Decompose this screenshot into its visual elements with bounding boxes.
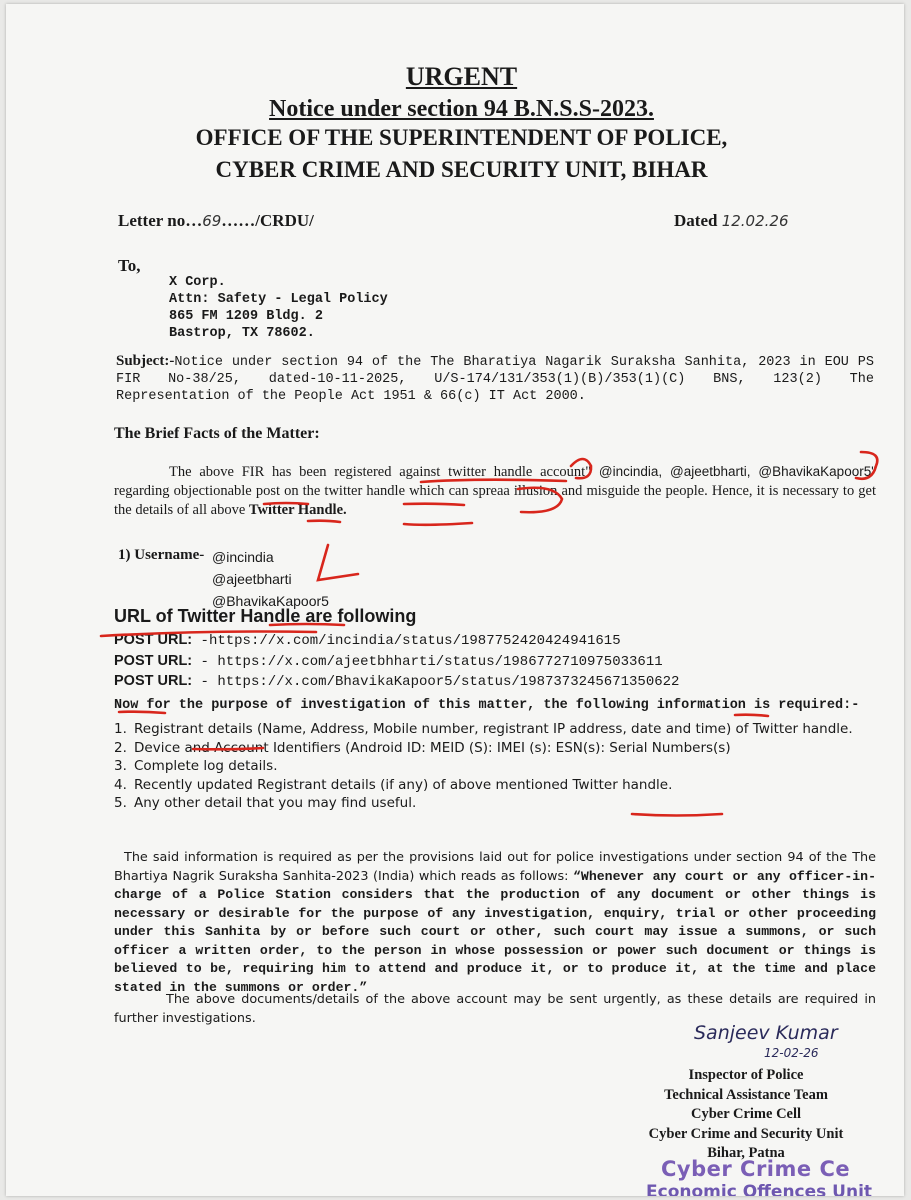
signature-date: 12-02-26 <box>764 1046 819 1060</box>
facts-paragraph: The above FIR has been registered against twitter handle account" @incindia, @ajeetbharti, @BhavikaKapoor5" regarding objectionable post on the twitter handle which can spreaa illusion and misguide the people. Hence, it is necessary to get the details of all above Twitter Handle. <box>114 464 877 518</box>
annotation-circle <box>856 452 877 479</box>
legal-provision-paragraph: The said information is required as per the provisions laid out for police investigations under section 94 of the The Bhartiya Nagrik Suraksha Sanhita-2023 (India) which reads as follows: “Whenever any court or any officer-in-charge of a Police Station considers that the production of any document or other things is necessary or desirable for the purpose of any investigation, enquiry, trial or other proceeding under this Sanhita by or before such court or other, such court may issue a summons, or such officer a written order, to the person in whose possession or power such document or things is believed to be, requiring him to attend and produce it, or to produce it, at the time and place stated in the summons or order.” <box>114 850 877 995</box>
annotation-underline <box>193 748 263 749</box>
stamp-line-1: Cyber Crime Ce <box>661 1157 851 1181</box>
facts-heading: The Brief Facts of the Matter: <box>114 425 320 442</box>
annotation-circle <box>571 459 591 478</box>
to-label: To, <box>118 256 141 275</box>
notice-page <box>6 4 904 1196</box>
office-title: OFFICE OF THE SUPERINTENDENT OF POLICE, <box>195 125 728 150</box>
annotation-circle <box>518 488 562 512</box>
username-label: 1) Username- <box>118 547 205 563</box>
recipient-address: X Corp. Attn: Safety - Legal Policy 865 FM 1209 Bldg. 2 Bastrop, TX 78602. <box>169 275 388 341</box>
subject: Subject:-Notice under section 94 of the The Bharatiya Nagarik Suraksha Sanhita, 2023 in EOU PS FIR No-38/25, dated-10-11-2025, U/S-174/131/353(1)(B)/353(1)(C) BNS, 123(2) The Representation of the People Act 1951 & 66(c) IT Act 2000. <box>116 353 874 404</box>
urgent-heading: URGENT <box>405 62 518 91</box>
notice-title: Notice under section 94 B.N.S.S-2023. <box>269 96 654 122</box>
url-heading: URL of Twitter Handle are following <box>114 606 417 626</box>
requirement-item: 2. Device and Account Identifiers (Android ID: MEID (S): IMEI (s): ESN(s): Serial Numbers(s) <box>114 739 731 756</box>
annotation-underline <box>404 523 472 525</box>
requirement-item: 3. Complete log details. <box>114 758 278 774</box>
requirement-item: 5. Any other detail that you may find useful. <box>114 795 417 811</box>
red-annotation-overlay <box>6 4 904 1196</box>
annotation-underline <box>421 480 566 482</box>
letter-number: Letter no…69……/CRDU/ <box>118 211 314 230</box>
requirement-item: 4. Recently updated Registrant details (if any) of above mentioned Twitter handle. <box>114 776 673 793</box>
stamp-line-2: Economic Offences Unit <box>646 1182 873 1196</box>
username-item: @incindia <box>212 549 274 565</box>
requirements-heading: Now for the purpose of investigation of this matter, the following information is required:- <box>114 698 860 713</box>
annotation-underline <box>119 712 165 713</box>
annotation-underline <box>264 503 308 504</box>
letter-date: Dated 12.02.26 <box>674 211 789 230</box>
requirement-item: 1. Registrant details (Name, Address, Mobile number, registrant IP address, date and time) of Twitter handle. <box>114 721 853 737</box>
username-item: @BhavikaKapoor5 <box>212 593 329 609</box>
username-item: @ajeetbharti <box>212 571 292 587</box>
section-94-quote: “Whenever any court or any officer-in-charge of a Police Station considers that the production of any document or other things is necessary or desirable for the purpose of any investigation, enquiry, trial or other proceeding under this Sanhita by or before such court or other, such court may issue a summons, or such officer a written order, to the person in whose possession or power such document or things is believed to be, requiring him to attend and produce it, or to produce it, at the time and place stated in the summons or order.” <box>114 868 877 995</box>
annotation-underline <box>404 504 464 505</box>
handwritten-signature: Sanjeev Kumar <box>694 1022 838 1044</box>
date-handwritten: 12.02.26 <box>721 212 789 230</box>
annotation-underline <box>735 715 768 716</box>
annotation-underline <box>270 624 344 625</box>
handles-list: @incindia, @ajeetbharti, @BhavikaKapoor5" <box>598 464 877 479</box>
annotation-underline <box>632 814 722 816</box>
post-url-row: POST URL: - https://x.com/ajeetbhharti/status/1986772710975033611 <box>114 652 663 670</box>
annotation-underline <box>308 521 340 522</box>
annotation-check <box>318 545 358 580</box>
letter-number-handwritten: 69 <box>202 212 222 230</box>
signatory-block: Inspector of Police Technical Assistance Team Cyber Crime Cell Cyber Crime and Security Unit Bihar, Patna <box>648 1067 844 1161</box>
unit-title: CYBER CRIME AND SECURITY UNIT, BIHAR <box>215 157 708 182</box>
post-url-row: POST URL: -https://x.com/incindia/status/1987752420424941615 <box>114 632 621 649</box>
post-url-row: POST URL: - https://x.com/BhavikaKapoor5/status/1987373245671350622 <box>114 673 680 690</box>
annotation-underline <box>101 632 316 637</box>
closing-paragraph: The above documents/details of the above account may be sent urgently, as these details are required in further investigations. <box>114 992 876 1026</box>
